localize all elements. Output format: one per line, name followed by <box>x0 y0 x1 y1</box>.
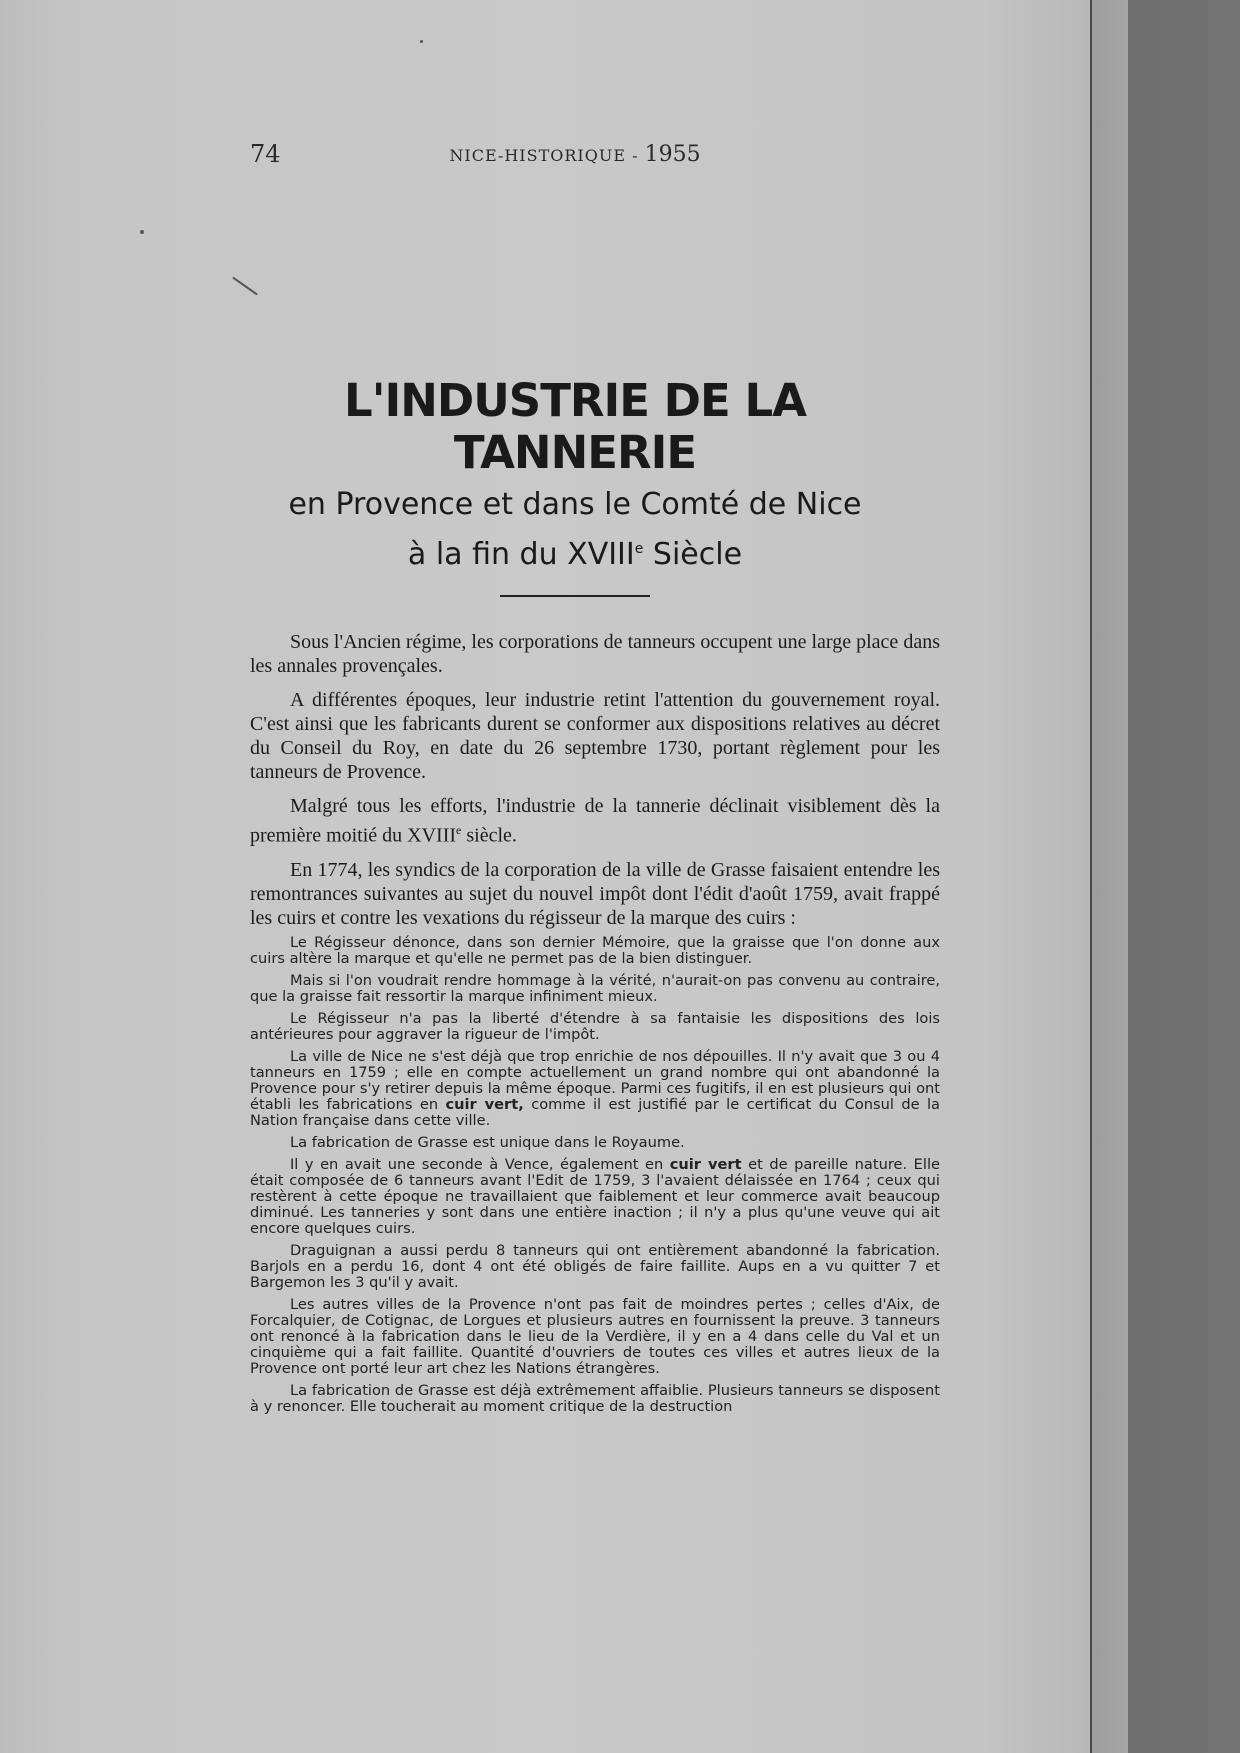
journal-name: NICE-HISTORIQUE <box>449 146 627 165</box>
article-subtitle-line2 <box>250 527 900 577</box>
paper-speck <box>140 230 144 234</box>
quote-p6-post: et de pareille nature. Elle était composée de 6 tanneurs avant l'Edit de 1759, 3 l'avaient délaissée en 1764 ; ceux qui restèrent à cette époque ne travaillaient que faiblement et leur commerce avait beaucoup diminué. Les tanneries y sont dans une entière inaction ; il n'y a plus qu'une veuve qui ait encore quelques cuirs. <box>250 1156 940 1237</box>
quote-paragraph-4 <box>250 1049 940 1129</box>
page-header <box>250 140 900 170</box>
article-title-block <box>250 375 900 597</box>
quoted-remonstrance <box>250 935 940 1421</box>
quote-paragraph-2: Mais si l'on voudrait rendre hommage à la vérité, n'aurait-on pas convenu au contraire, que la graisse fait ressortir la marque infiniment mieux. <box>250 972 940 1005</box>
article-title: L'INDUSTRIE DE LA TANNERIE <box>344 374 806 479</box>
subtitle-superscript: e <box>634 541 644 557</box>
intro-text <box>250 630 940 940</box>
quote-p4-pre: La ville de Nice ne s'est déjà que trop enrichie de nos dépouilles. Il n'y avait que 3 ou 4 tanneurs en 1759 ; elle en compte actuellement un grand nombre qui ont abandonné la Provence pour s'y retirer depuis la même époque. Parmi ces fugitifs, il en est plusieurs qui ont établi les fabrications en <box>250 1048 940 1113</box>
running-head <box>250 142 900 167</box>
quote-p6-bold: cuir vert <box>669 1156 742 1173</box>
quote-p4-bold: cuir vert, <box>445 1096 524 1113</box>
journal-year: 1955 <box>644 142 701 167</box>
intro-paragraph-1: Sous l'Ancien régime, les corporations de tanneurs occupent une large place dans les annales provençales. <box>250 631 940 677</box>
intro-p3-pre: Malgré tous les efforts, l'industrie de la tannerie déclinait visiblement dès la première moitié du XVIII <box>250 795 940 847</box>
paper-speck <box>420 40 423 43</box>
paper-speck <box>232 277 258 296</box>
page-number: 74 <box>250 140 281 168</box>
quote-paragraph-7: Draguignan a aussi perdu 8 tanneurs qui ont entièrement abandonné la fabrication. Barjols en a perdu 16, dont 4 ont été obligés de faire faillite. Aups en a vu quitter 7 et Bargemon les 3 qu'il y avait. <box>250 1242 940 1291</box>
intro-paragraph-4: En 1774, les syndics de la corporation de la ville de Grasse faisaient entendre les remontrances suivantes au sujet du nouvel impôt dont l'édit d'août 1759, avait frappé les cuirs et contre les vexations du régisseur de la marque des cuirs : <box>250 858 940 929</box>
quote-paragraph-1: Le Régisseur dénonce, dans son dernier Mémoire, que la graisse que l'on donne aux cuirs altère la marque et qu'elle ne permet pas de la bien distinguer. <box>250 934 940 967</box>
intro-p3-post: siècle. <box>461 824 517 847</box>
quote-paragraph-8: Les autres villes de la Provence n'ont pas fait de moindres pertes ; celles d'Aix, de Forcalquier, de Cotignac, de Lorgues et plusieurs autres en fournissent la preuve. 3 tanneurs ont renoncé à la fabrication dans le lieu de la Verdière, il y en a 4 dans celle du Val et un cinquième qui a fait faillite. Quantité d'ouvriers de toutes ces villes et autres lieux de la Provence ont porté leur art chez les Nations étrangères. <box>250 1296 940 1377</box>
article-subtitle-line1: en Provence et dans le Comté de Nice <box>288 487 862 522</box>
quote-paragraph-5: La fabrication de Grasse est unique dans le Royaume. <box>290 1134 685 1151</box>
quote-p6-pre: Il y en avait une seconde à Vence, également en <box>290 1156 670 1173</box>
intro-p3-superscript: e <box>456 823 462 837</box>
title-divider <box>500 595 650 597</box>
intro-paragraph-3 <box>250 794 940 848</box>
quote-p4-post: comme il est justifié par le certificat du Consul de la Nation française dans cette ville. <box>250 1096 941 1129</box>
scanner-background <box>1128 0 1240 1753</box>
quote-paragraph-9: La fabrication de Grasse est déjà extrêmement affaiblie. Plusieurs tanneurs se disposent à y renoncer. Elle toucherait au moment critique de la destruction <box>250 1382 940 1415</box>
quote-paragraph-6 <box>250 1157 940 1237</box>
subtitle-line2-post: Siècle <box>643 537 743 572</box>
header-separator: - <box>632 146 639 165</box>
quote-paragraph-3: Le Régisseur n'a pas la liberté d'étendre à sa fantaisie les dispositions des lois antérieures pour aggraver la rigueur de l'impôt. <box>250 1010 940 1043</box>
intro-paragraph-2: A différentes époques, leur industrie retint l'attention du gouvernement royal. C'est ainsi que les fabricants durent se conformer aux dispositions relatives au décret du Conseil du Roy, en date du 26 septembre 1730, portant règlement pour les tanneurs de Provence. <box>250 689 940 783</box>
subtitle-line2-pre: à la fin du XVIII <box>407 537 635 572</box>
